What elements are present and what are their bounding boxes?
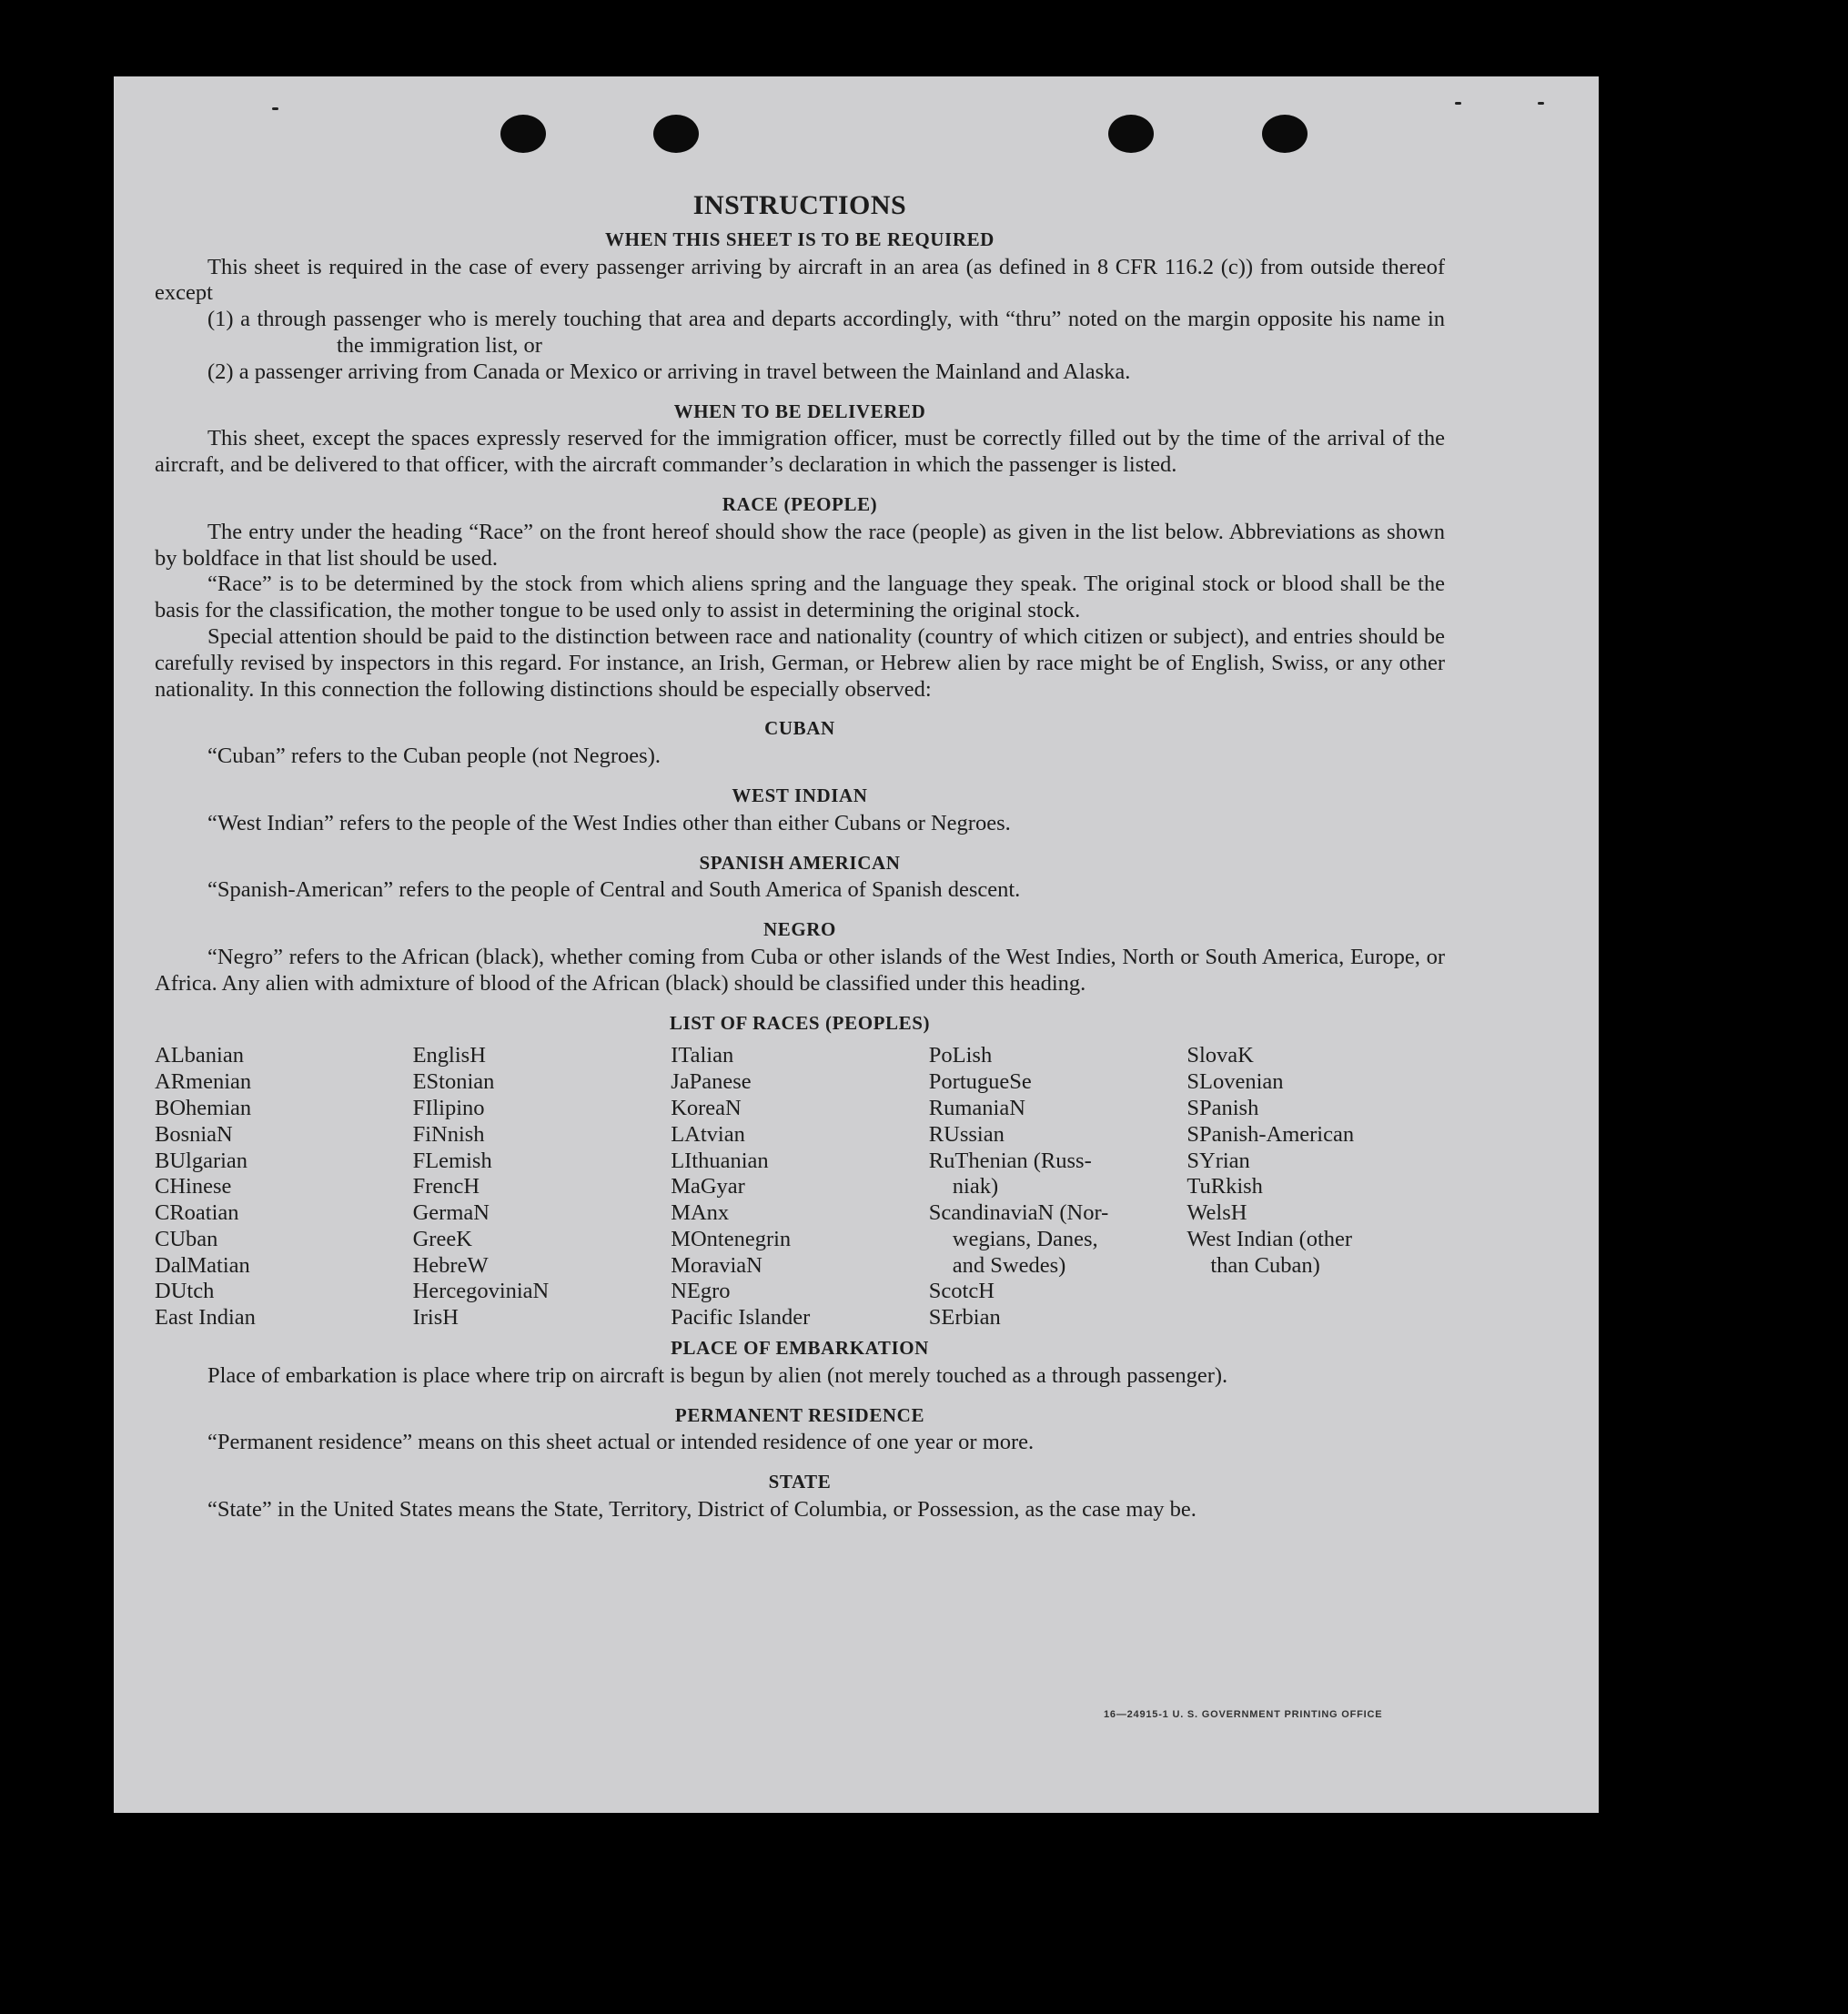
races-column — [1187, 1043, 1445, 1331]
race-entry: PoLish — [928, 1043, 993, 1068]
race-entry: ALbanian — [155, 1043, 244, 1068]
race-entry: FLemish — [412, 1148, 492, 1173]
definition-heading-cuban: CUBAN — [764, 717, 835, 740]
race-entry: KoreaN — [671, 1095, 742, 1120]
section-heading-state: STATE — [768, 1471, 832, 1493]
race-entry-continued: than Cuban) — [1210, 1252, 1320, 1278]
races-column — [413, 1043, 672, 1331]
section-heading-required: WHEN THIS SHEET IS TO BE REQUIRED — [605, 228, 995, 250]
race-entry: RumaniaN — [928, 1095, 1025, 1120]
race-entry: HercegoviniaN — [412, 1279, 550, 1304]
exception-item-2: (2) a passenger arriving from Canada or Mexico or arriving in travel between the Mainland and Alaska. — [207, 359, 1131, 384]
race-entry: DUtch — [155, 1279, 215, 1304]
race-entry: ARmenian — [155, 1069, 252, 1095]
race-entry: WelsH — [1187, 1200, 1247, 1226]
punch-hole — [653, 115, 699, 153]
race-entry: BosniaN — [155, 1121, 233, 1147]
race-paragraph: Special attention should be paid to the distinction between race and nationality (country of which citizen or subject), and entries should be carefully revised by inspectors in this regard. For instance, an Irish, German, or Hebrew alien by race might be of English, Swiss, or any other nationality. In this connection the following distinctions should be especially observed: — [155, 623, 1445, 702]
race-entry: TuRkish — [1187, 1174, 1263, 1199]
punch-hole — [500, 115, 546, 153]
race-entry: FIlipino — [412, 1095, 485, 1120]
race-entry: LIthuanian — [671, 1148, 769, 1173]
document-body — [155, 190, 1445, 1523]
races-list — [155, 1043, 1445, 1331]
race-entry: IrisH — [412, 1305, 459, 1331]
race-entry: West Indian (other — [1187, 1226, 1353, 1251]
definition-text-west-indian: “West Indian” refers to the people of the West Indies other than either Cubans or Negroes. — [207, 810, 1011, 835]
definition-heading-spanish-american: SPANISH AMERICAN — [699, 851, 901, 874]
race-entry-continued: and Swedes) — [952, 1252, 1066, 1278]
race-entry: SErbian — [928, 1305, 1001, 1331]
race-entry: SYrian — [1187, 1148, 1250, 1173]
race-entry-continued: niak) — [952, 1174, 999, 1199]
race-entry: EnglisH — [412, 1043, 486, 1068]
definition-text-cuban: “Cuban” refers to the Cuban people (not Negroes). — [207, 744, 661, 769]
race-entry: HebreW — [412, 1252, 489, 1278]
race-entry: MaGyar — [671, 1174, 745, 1199]
race-entry: SPanish — [1187, 1095, 1259, 1120]
state-text: “State” in the United States means the State, Territory, District of Columbia, or Possession, as the case may be. — [207, 1497, 1197, 1523]
race-entry: SLovenian — [1187, 1069, 1284, 1095]
race-entry: ITalian — [671, 1043, 734, 1068]
race-entry: ScandinaviaN (Nor- — [928, 1200, 1109, 1226]
races-column — [155, 1043, 413, 1331]
instruction-sheet — [114, 76, 1599, 1813]
race-entry: Pacific Islander — [671, 1305, 811, 1331]
section-heading-delivered: WHEN TO BE DELIVERED — [673, 400, 926, 422]
race-entry: JaPanese — [671, 1069, 752, 1095]
punch-hole — [1108, 115, 1154, 153]
delivered-text: This sheet, except the spaces expressly reserved for the immigration officer, must be correctly filled out by the time of the arrival of the aircraft, and be delivered to that officer, with the aircraft commander’s declaration in which the passenger is listed. — [155, 426, 1445, 478]
race-entry: RUssian — [928, 1121, 1005, 1147]
race-entry: LAtvian — [671, 1121, 745, 1147]
print-code: 16—24915-1 U. S. GOVERNMENT PRINTING OFFICE — [1104, 1709, 1383, 1720]
race-entry: GermaN — [412, 1200, 490, 1226]
race-entry: MoraviaN — [671, 1252, 762, 1278]
race-entry: BUlgarian — [155, 1148, 248, 1173]
race-entry: PortugueSe — [928, 1069, 1032, 1095]
definition-text-negro: “Negro” refers to the African (black), whether coming from Cuba or other islands of the West Indies, North or South America, Europe, or Africa. Any alien with admixture of blood of the African (black) should be classified under this heading. — [155, 944, 1445, 996]
race-entry: DalMatian — [155, 1252, 250, 1278]
race-entry: East Indian — [155, 1305, 256, 1331]
section-heading-race: RACE (PEOPLE) — [722, 492, 878, 515]
races-column — [929, 1043, 1187, 1331]
race-entry: BOhemian — [155, 1095, 252, 1120]
definition-text-spanish-american: “Spanish-American” refers to the people of Central and South America of Spanish descent. — [207, 877, 1021, 903]
print-speck — [1455, 102, 1461, 105]
required-intro: This sheet is required in the case of every passenger arriving by aircraft in an area (as defined in 8 CFR 116.2 (c)) from outside thereof except — [155, 254, 1445, 306]
race-paragraph: “Race” is to be determined by the stock from which aliens spring and the language they speak. The original stock or blood shall be the basis for the classification, the mother tongue to be used only to assist in determining the original stock. — [155, 572, 1445, 623]
race-entry: GreeK — [412, 1226, 472, 1251]
print-speck — [272, 107, 278, 110]
section-heading-residence: PERMANENT RESIDENCE — [674, 1403, 925, 1426]
race-entry: RuThenian (Russ- — [928, 1148, 1092, 1173]
race-entry: FiNnish — [412, 1121, 485, 1147]
race-paragraph: The entry under the heading “Race” on the front hereof should show the race (people) as given in the list below. Abbreviations as shown by boldface in that list should be used. — [155, 519, 1445, 571]
race-entry: SlovaK — [1187, 1043, 1254, 1068]
print-speck — [1538, 102, 1544, 105]
race-entry: CRoatian — [155, 1200, 239, 1226]
race-entry: CHinese — [155, 1174, 232, 1199]
residence-text: “Permanent residence” means on this sheet actual or intended residence of one year or more. — [207, 1430, 1035, 1455]
exception-item-1: (1) a through passenger who is merely touching that area and departs accordingly, with “thru” noted on the margin opposite his name in the immigration list, or — [207, 307, 1445, 358]
definition-heading-negro: NEGRO — [762, 918, 836, 941]
section-heading-embarkation: PLACE OF EMBARKATION — [671, 1337, 929, 1360]
race-entry: ScotcH — [928, 1279, 995, 1304]
race-entry: SPanish-American — [1187, 1121, 1355, 1147]
definition-heading-west-indian: WEST INDIAN — [732, 784, 868, 806]
race-entry: NEgro — [671, 1279, 731, 1304]
embarkation-text: Place of embarkation is place where trip on aircraft is begun by alien (not merely touched as a through passenger). — [207, 1362, 1228, 1388]
race-entry: MAnx — [671, 1200, 730, 1226]
punch-hole — [1262, 115, 1308, 153]
page-title: INSTRUCTIONS — [692, 190, 907, 220]
race-entry: MOntenegrin — [671, 1226, 792, 1251]
races-list-heading: LIST OF RACES (PEOPLES) — [669, 1011, 931, 1034]
races-column — [671, 1043, 929, 1331]
race-entry: EStonian — [412, 1069, 495, 1095]
race-entry-continued: wegians, Danes, — [952, 1226, 1098, 1251]
race-entry: FrencH — [412, 1174, 480, 1199]
race-entry: CUban — [155, 1226, 218, 1251]
